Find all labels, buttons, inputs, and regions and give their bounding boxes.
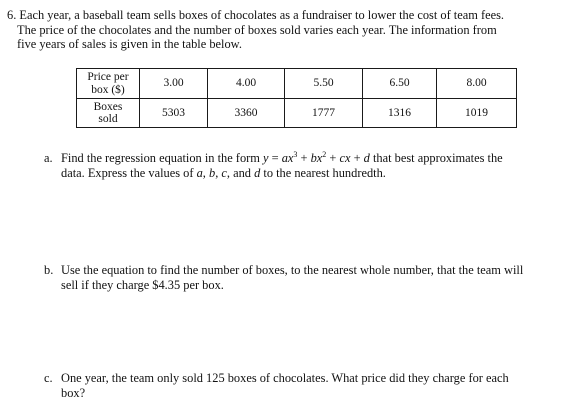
part-c-letter: c. <box>44 371 53 385</box>
part-b-body <box>61 263 523 292</box>
regression-equation: $y = ax^3 + bx^2$ + cx + d <box>263 150 370 165</box>
part-c-line-2: box? <box>61 385 86 400</box>
boxes-header-line-1: Boxes <box>93 100 123 113</box>
question-intro-line-3: five years of sales is given in the table below. <box>17 37 242 52</box>
part-a-line-1 <box>61 151 503 166</box>
part-b <box>44 263 574 295</box>
boxes-header-cell <box>77 99 140 128</box>
price-cell: 5.50 <box>285 69 363 99</box>
part-a-text-pre: Find the regression equation in the form <box>61 151 263 165</box>
part-a <box>44 151 574 183</box>
boxes-cell: 3360 <box>208 99 285 128</box>
part-a-text-post: that best approximates the <box>369 151 503 165</box>
part-b-letter: b. <box>44 263 54 277</box>
question-number: 6. <box>7 8 17 22</box>
question-intro-line-2: The price of the chocolates and the number of boxes sold varies each year. The information from <box>17 22 497 37</box>
price-cell: 3.00 <box>140 69 208 99</box>
price-cell: 6.50 <box>363 69 437 99</box>
boxes-header-line-2: sold <box>98 113 118 125</box>
price-row <box>77 69 517 99</box>
part-c <box>44 371 574 403</box>
price-cell: 4.00 <box>208 69 285 99</box>
part-b-line-2: sell if they charge $4.35 per box. <box>61 277 224 292</box>
boxes-cell: 1316 <box>363 99 437 128</box>
boxes-cell: 5303 <box>140 99 208 128</box>
part-c-body <box>61 371 509 400</box>
question-intro <box>7 8 575 52</box>
part-b-line-1: Use the equation to find the number of boxes, to the nearest whole number, that the team will <box>61 263 524 277</box>
part-a-body <box>61 151 503 180</box>
part-c-line-1: One year, the team only sold 125 boxes of chocolates. What price did they charge for each <box>61 371 509 385</box>
boxes-cell: 1777 <box>285 99 363 128</box>
question-intro-line-1 <box>7 8 575 23</box>
boxes-cell: 1019 <box>437 99 517 128</box>
part-a-letter: a. <box>44 151 53 165</box>
price-header-line-1: Price per <box>87 71 129 83</box>
price-boxes-table <box>76 68 517 128</box>
price-header-line-2: box ($) <box>91 83 125 96</box>
intro-text-1: Each year, a baseball team sells boxes of chocolates as a fundraiser to lower the cost of team fees. <box>19 8 505 22</box>
boxes-row <box>77 99 517 128</box>
part-a-line-2: data. Express the values of a, b, c, and d to the nearest hundredth. <box>61 165 386 180</box>
price-header-cell <box>77 69 140 99</box>
price-cell: 8.00 <box>437 69 517 99</box>
